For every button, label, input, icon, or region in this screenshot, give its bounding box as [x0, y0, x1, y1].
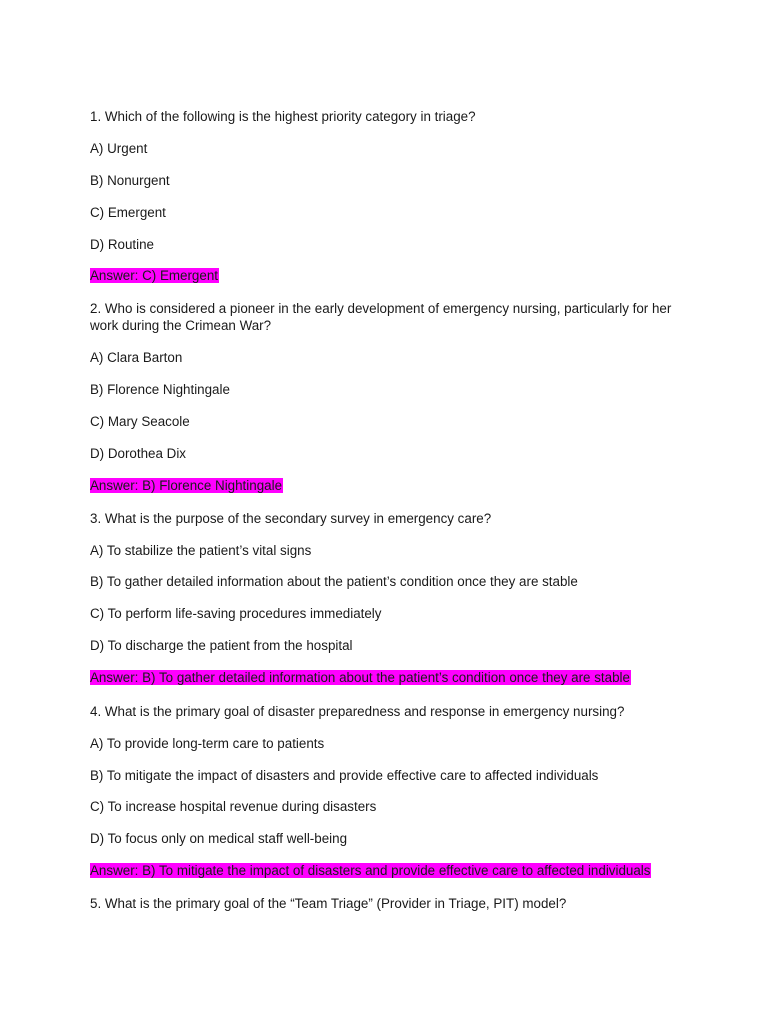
question-5-text: 5. What is the primary goal of the “Team Triage” (Provider in Triage, PIT) model?	[90, 896, 567, 911]
question-2-answer: Answer: B) Florence Nightingale	[90, 478, 283, 493]
question-3-option-c: C) To perform life-saving procedures immediately	[90, 606, 382, 621]
question-4-option-d: D) To focus only on medical staff well-being	[90, 831, 348, 846]
question-2-option-c: C) Mary Seacole	[90, 414, 190, 429]
question-4-answer-line	[90, 862, 651, 879]
question-4-answer: Answer: B) To mitigate the impact of disasters and provide effective care to affected individuals	[90, 863, 651, 878]
question-3-answer-line	[90, 669, 631, 686]
question-1-option-b: B) Nonurgent	[90, 173, 170, 188]
question-3-answer: Answer: B) To gather detailed information about the patient’s condition once they are stable	[90, 670, 630, 685]
question-2-option-b: B) Florence Nightingale	[90, 382, 230, 397]
question-4-option-a: A) To provide long-term care to patients	[90, 736, 325, 751]
question-2-option-d: D) Dorothea Dix	[90, 446, 186, 461]
question-1-option-c: C) Emergent	[90, 205, 166, 220]
question-2-option-a: A) Clara Barton	[90, 350, 183, 365]
question-2-answer-line	[90, 477, 283, 494]
question-3-text: 3. What is the purpose of the secondary survey in emergency care?	[90, 511, 492, 526]
question-3-option-b: B) To gather detailed information about the patient’s condition once they are stable	[90, 574, 578, 589]
question-1-option-d: D) Routine	[90, 237, 155, 252]
question-1-answer-line	[90, 267, 219, 284]
question-1-text: 1. Which of the following is the highest priority category in triage?	[90, 109, 476, 124]
question-1-option-a: A) Urgent	[90, 141, 148, 156]
question-3-option-a: A) To stabilize the patient’s vital signs	[90, 543, 312, 558]
question-4-option-b: B) To mitigate the impact of disasters and provide effective care to affected individuals	[90, 768, 599, 783]
question-4-text: 4. What is the primary goal of disaster preparedness and response in emergency nursing?	[90, 704, 625, 719]
question-4-option-c: C) To increase hospital revenue during disasters	[90, 799, 377, 814]
question-2-text: 2. Who is considered a pioneer in the early development of emergency nursing, particularly for her work during the Crimean War?	[90, 301, 672, 333]
question-1-answer: Answer: C) Emergent	[90, 268, 218, 283]
question-3-option-d: D) To discharge the patient from the hospital	[90, 638, 353, 653]
